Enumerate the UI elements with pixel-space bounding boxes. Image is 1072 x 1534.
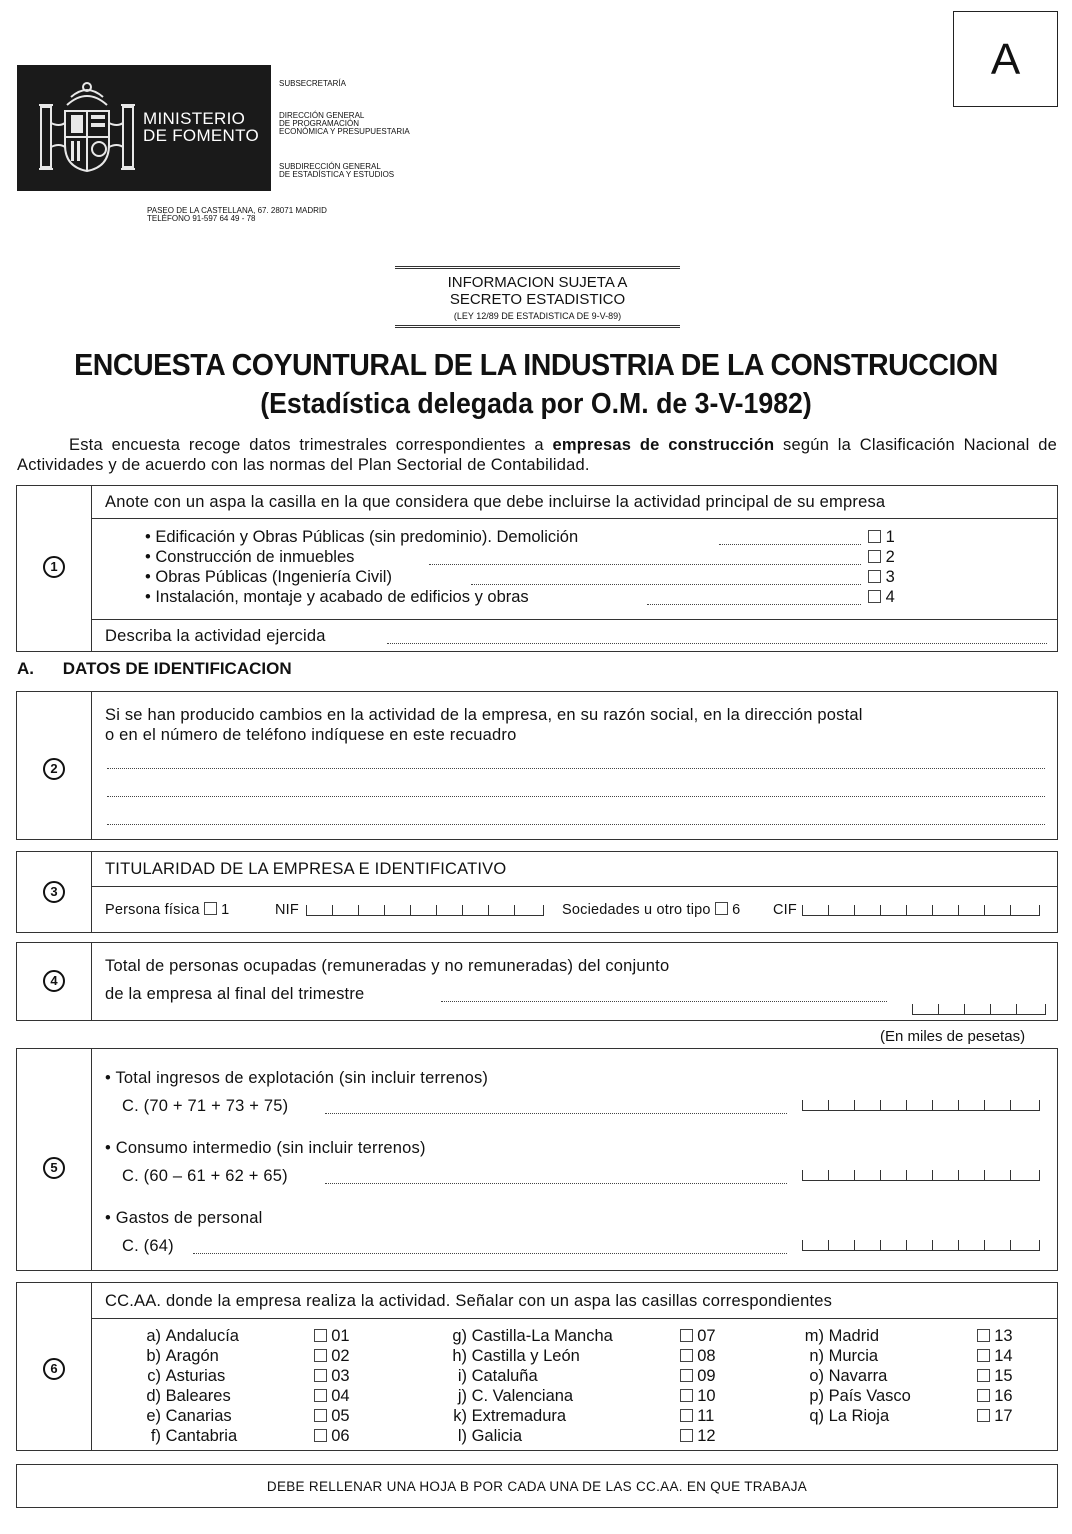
activity-option-3-box[interactable] — [868, 568, 895, 587]
region-letter: i) — [457, 1367, 467, 1385]
region-code: 08 — [697, 1347, 716, 1365]
ministry-name-line2: DE FOMENTO — [143, 126, 260, 145]
subdireccion-label: SUBDIRECCIÓN GENERAL DE ESTADÍSTICA Y ESTUDIOS — [279, 162, 395, 179]
region-letter: g) — [452, 1327, 467, 1345]
region-letter: m) — [804, 1327, 824, 1345]
financial-item-label: Consumo intermedio (sin incluir terrenos) — [115, 1139, 426, 1157]
persona-fisica-label: Persona física — [105, 902, 200, 918]
region-name: Madrid — [828, 1327, 880, 1345]
activity-option-2-box[interactable] — [868, 548, 895, 567]
dot-leader — [719, 544, 861, 545]
ingresos-input[interactable] — [802, 1097, 1040, 1111]
section-6-number-column — [17, 1283, 92, 1450]
form-type-letter: A — [953, 11, 1058, 107]
region-row-cataluna[interactable] — [435, 1366, 716, 1386]
region-name: Galicia — [471, 1427, 523, 1445]
nif-input[interactable] — [306, 902, 544, 916]
changes-field-line-3[interactable] — [107, 824, 1045, 825]
region-code: 06 — [331, 1427, 350, 1445]
activity-code: 2 — [885, 548, 895, 566]
region-row-murcia[interactable] — [792, 1346, 1013, 1366]
region-checkbox[interactable] — [977, 1369, 990, 1382]
region-code: 14 — [994, 1347, 1013, 1365]
intro-paragraph — [17, 435, 1057, 475]
activity-option-label: Edificación y Obras Públicas (sin predominio). Demolición — [155, 528, 579, 546]
survey-subtitle: (Estadística delegada por O.M. de 3-V-1982) — [260, 388, 812, 420]
activity-checkbox[interactable] — [868, 550, 881, 563]
describe-activity-field[interactable] — [387, 643, 1047, 644]
ministry-name-line1: MINISTERIO — [143, 109, 246, 128]
section-a-title: DATOS DE IDENTIFICACION — [62, 659, 292, 678]
region-code: 05 — [331, 1407, 350, 1425]
section-4-employees — [16, 942, 1058, 1021]
region-column-2 — [435, 1326, 716, 1446]
dot-leader — [441, 1001, 887, 1002]
section-4-line2: de la empresa al final del trimestre — [105, 985, 365, 1003]
footer-instruction: DEBE RELLENAR UNA HOJA B POR CADA UNA DE LAS CC.AA. EN QUE TRABAJA — [16, 1464, 1058, 1508]
region-code: 09 — [697, 1367, 716, 1385]
intro-text-after: según la Clasificación Nacional de Actividades y de acuerdo con las normas del Plan Sectorial de Contabilidad. — [17, 436, 1057, 474]
region-code: 10 — [697, 1387, 716, 1405]
region-checkbox[interactable] — [314, 1389, 327, 1402]
region-code: 13 — [994, 1327, 1013, 1345]
region-row-la-rioja[interactable] — [792, 1406, 1013, 1426]
region-code: 02 — [331, 1347, 350, 1365]
region-letter: c) — [147, 1367, 161, 1385]
sociedades-option[interactable] — [562, 902, 740, 918]
region-checkbox[interactable] — [977, 1389, 990, 1402]
region-name: Asturias — [165, 1367, 226, 1385]
section-1-number-column — [17, 486, 92, 651]
region-checkbox[interactable] — [314, 1429, 327, 1442]
dot-leader — [193, 1253, 787, 1254]
region-row-aragon[interactable] — [129, 1346, 350, 1366]
region-name: Cantabria — [165, 1427, 238, 1445]
ministry-logo-block — [17, 65, 271, 191]
intro-text-bold: empresas de construcción — [552, 436, 775, 454]
region-checkbox[interactable] — [680, 1329, 693, 1342]
region-code: 17 — [994, 1407, 1013, 1425]
activity-checkbox[interactable] — [868, 590, 881, 603]
region-code: 04 — [331, 1387, 350, 1405]
section-1-activity — [16, 485, 1058, 652]
section-5-financials — [16, 1048, 1058, 1271]
secret-line1: INFORMACION SUJETA A — [447, 274, 628, 291]
persona-fisica-code: 1 — [221, 902, 230, 918]
section-6-prompt: CC.AA. donde la empresa realiza la actividad. Señalar con un aspa las casillas correspondientes — [105, 1292, 833, 1310]
region-column-3 — [792, 1326, 1013, 1426]
changes-field-line-1[interactable] — [107, 768, 1045, 769]
survey-title: ENCUESTA COYUNTURAL DE LA INDUSTRIA DE LA CONSTRUCCION — [74, 347, 998, 382]
region-code: 07 — [697, 1327, 716, 1345]
section-3-title: TITULARIDAD DE LA EMPRESA E IDENTIFICATIVO — [105, 860, 507, 878]
financial-item-label: Gastos de personal — [115, 1209, 263, 1227]
region-checkbox[interactable] — [680, 1389, 693, 1402]
section-2-number: 2 — [43, 758, 65, 780]
persona-fisica-option[interactable] — [105, 902, 229, 918]
activity-option-label: Instalación, montaje y acabado de edificios y obras — [155, 588, 529, 606]
describe-activity-label: Describa la actividad ejercida — [105, 627, 326, 645]
section-2-number-column — [17, 692, 92, 839]
section-5-number: 5 — [43, 1157, 65, 1179]
region-name: País Vasco — [828, 1387, 911, 1405]
region-name: Navarra — [828, 1367, 888, 1385]
activity-option-3: • Obras Públicas (Ingeniería Civil) — [145, 568, 392, 586]
subsecretaria-label: SUBSECRETARÍA — [279, 79, 346, 88]
region-row-madrid[interactable] — [792, 1326, 1013, 1346]
section-6-number: 6 — [43, 1358, 65, 1380]
divider — [92, 1318, 1057, 1319]
region-checkbox[interactable] — [314, 1349, 327, 1362]
region-checkbox[interactable] — [977, 1409, 990, 1422]
dot-leader — [647, 604, 861, 605]
region-letter: j) — [457, 1387, 467, 1405]
employees-input[interactable] — [912, 1001, 1046, 1015]
dot-leader — [471, 584, 861, 585]
region-code: 16 — [994, 1387, 1013, 1405]
consumo-input[interactable] — [802, 1167, 1040, 1181]
region-name: Cataluña — [471, 1367, 538, 1385]
ministry-address: PASEO DE LA CASTELLANA, 67. 28071 MADRID TELÉFONO 91-597 64 49 - 78 — [147, 206, 327, 223]
region-row-asturias[interactable] — [129, 1366, 350, 1386]
region-row-c-valenciana[interactable] — [435, 1386, 716, 1406]
intro-text-before: Esta encuesta recoge datos trimestrales correspondientes a — [69, 436, 553, 454]
region-row-castilla-y-leon[interactable] — [435, 1346, 716, 1366]
changes-field-line-2[interactable] — [107, 796, 1045, 797]
region-row-galicia[interactable] — [435, 1426, 716, 1446]
region-name: Castilla y León — [471, 1347, 580, 1365]
financial-item-label: Total ingresos de explotación (sin incluir terrenos) — [115, 1069, 489, 1087]
divider — [92, 518, 1057, 519]
dot-leader — [325, 1183, 787, 1184]
region-row-pais-vasco[interactable] — [792, 1386, 1013, 1406]
section-1-prompt: Anote con un aspa la casilla en la que considera que debe incluirse la actividad principal de su empresa — [105, 493, 886, 511]
activity-option-1: • Edificación y Obras Públicas (sin predominio). Demolición — [145, 528, 579, 546]
section-3-ownership — [16, 851, 1058, 933]
region-checkbox[interactable] — [314, 1369, 327, 1382]
section-4-line1: Total de personas ocupadas (remuneradas y no remuneradas) del conjunto — [105, 957, 670, 975]
region-letter: k) — [453, 1407, 467, 1425]
financial-item-2-formula: C. (60 – 61 + 62 + 65) — [122, 1167, 288, 1185]
region-letter: e) — [146, 1407, 161, 1425]
region-code: 03 — [331, 1367, 350, 1385]
activity-option-2: • Construcción de inmuebles — [145, 548, 355, 566]
region-row-andalucia[interactable] — [129, 1326, 350, 1346]
region-name: Canarias — [165, 1407, 232, 1425]
region-name: Aragón — [165, 1347, 219, 1365]
activity-option-label: Obras Públicas (Ingeniería Civil) — [155, 568, 392, 586]
region-column-1 — [129, 1326, 350, 1446]
region-letter: p) — [809, 1387, 824, 1405]
region-row-navarra[interactable] — [792, 1366, 1013, 1386]
region-letter: b) — [146, 1347, 161, 1365]
region-letter: q) — [809, 1407, 824, 1425]
region-letter: l) — [457, 1427, 467, 1445]
region-row-extremadura[interactable] — [435, 1406, 716, 1426]
coat-of-arms-icon — [35, 77, 139, 181]
activity-checkbox[interactable] — [868, 570, 881, 583]
sociedades-code: 6 — [732, 902, 741, 918]
financial-item-1-label: • Total ingresos de explotación (sin incluir terrenos) — [105, 1069, 489, 1087]
cif-input[interactable] — [802, 902, 1040, 916]
financial-item-3-formula: C. (64) — [122, 1237, 174, 1255]
sociedades-checkbox[interactable] — [715, 902, 728, 915]
persona-fisica-checkbox[interactable] — [204, 902, 217, 915]
region-row-canarias[interactable] — [129, 1406, 350, 1426]
statistical-secret-notice — [395, 266, 680, 328]
region-checkbox[interactable] — [314, 1409, 327, 1422]
region-checkbox[interactable] — [680, 1369, 693, 1382]
region-name: Castilla-La Mancha — [471, 1327, 613, 1345]
divider — [92, 886, 1057, 887]
section-6-regions — [16, 1282, 1058, 1451]
gastos-personal-input[interactable] — [802, 1237, 1040, 1251]
activity-option-4: • Instalación, montaje y acabado de edificios y obras — [145, 588, 529, 606]
financial-item-1-formula: C. (70 + 71 + 73 + 75) — [122, 1097, 289, 1115]
dot-leader — [429, 564, 861, 565]
financial-item-3-label: • Gastos de personal — [105, 1209, 263, 1227]
region-code: 12 — [697, 1427, 716, 1445]
section-a-letter: A. — [17, 659, 34, 678]
region-code: 11 — [697, 1407, 715, 1425]
region-name: La Rioja — [828, 1407, 890, 1425]
region-letter: o) — [809, 1367, 824, 1385]
activity-option-1-box[interactable] — [868, 528, 895, 547]
activity-code: 3 — [885, 568, 895, 586]
region-row-baleares[interactable] — [129, 1386, 350, 1406]
section-a-heading — [17, 659, 292, 679]
sociedades-label: Sociedades u otro tipo — [562, 902, 711, 918]
section-2-line2: o en el número de teléfono indíquese en este recuadro — [105, 726, 517, 744]
region-name: Baleares — [165, 1387, 231, 1405]
financial-item-2-label: • Consumo intermedio (sin incluir terrenos) — [105, 1139, 426, 1157]
section-3-number-column — [17, 852, 92, 932]
region-code: 01 — [331, 1327, 350, 1345]
region-name: Andalucía — [165, 1327, 239, 1345]
region-checkbox[interactable] — [977, 1329, 990, 1342]
region-name: Extremadura — [471, 1407, 567, 1425]
activity-option-4-box[interactable] — [868, 588, 895, 607]
activity-code: 1 — [885, 528, 895, 546]
section-3-number: 3 — [43, 881, 65, 903]
activity-code: 4 — [885, 588, 895, 606]
region-checkbox[interactable] — [977, 1349, 990, 1362]
secret-law-reference: (LEY 12/89 DE ESTADISTICA DE 9-V-89) — [453, 311, 622, 321]
ministry-name — [143, 110, 259, 144]
region-checkbox[interactable] — [314, 1329, 327, 1342]
section-4-number: 4 — [43, 970, 65, 992]
region-name: Murcia — [828, 1347, 879, 1365]
direccion-general-label: DIRECCIÓN GENERAL DE PROGRAMACIÓN ECONÓMICA Y PRESUPUESTARIA — [279, 111, 410, 136]
secret-line2: SECRETO ESTADISTICO — [449, 291, 626, 308]
region-code: 15 — [994, 1367, 1013, 1385]
region-letter: h) — [452, 1347, 467, 1365]
section-2-line1: Si se han producido cambios en la actividad de la empresa, en su razón social, en la dirección postal — [105, 706, 863, 724]
activity-option-label: Construcción de inmuebles — [155, 548, 355, 566]
currency-units-note: (En miles de pesetas) — [880, 1028, 1026, 1045]
region-checkbox[interactable] — [680, 1349, 693, 1362]
section-4-number-column — [17, 943, 92, 1020]
dot-leader — [325, 1113, 787, 1114]
cif-label: CIF — [773, 902, 797, 918]
region-checkbox[interactable] — [680, 1409, 693, 1422]
region-letter: a) — [146, 1327, 161, 1345]
region-letter: f) — [150, 1427, 161, 1445]
region-letter: d) — [146, 1387, 161, 1405]
section-5-number-column — [17, 1049, 92, 1270]
activity-checkbox[interactable] — [868, 530, 881, 543]
region-name: C. Valenciana — [471, 1387, 574, 1405]
region-checkbox[interactable] — [680, 1429, 693, 1442]
region-row-castilla-la-mancha[interactable] — [435, 1326, 716, 1346]
nif-label: NIF — [275, 902, 299, 918]
section-1-number: 1 — [43, 556, 65, 578]
divider — [92, 619, 1057, 620]
section-2-changes — [16, 691, 1058, 840]
region-letter: n) — [809, 1347, 824, 1365]
region-row-cantabria[interactable] — [129, 1426, 350, 1446]
